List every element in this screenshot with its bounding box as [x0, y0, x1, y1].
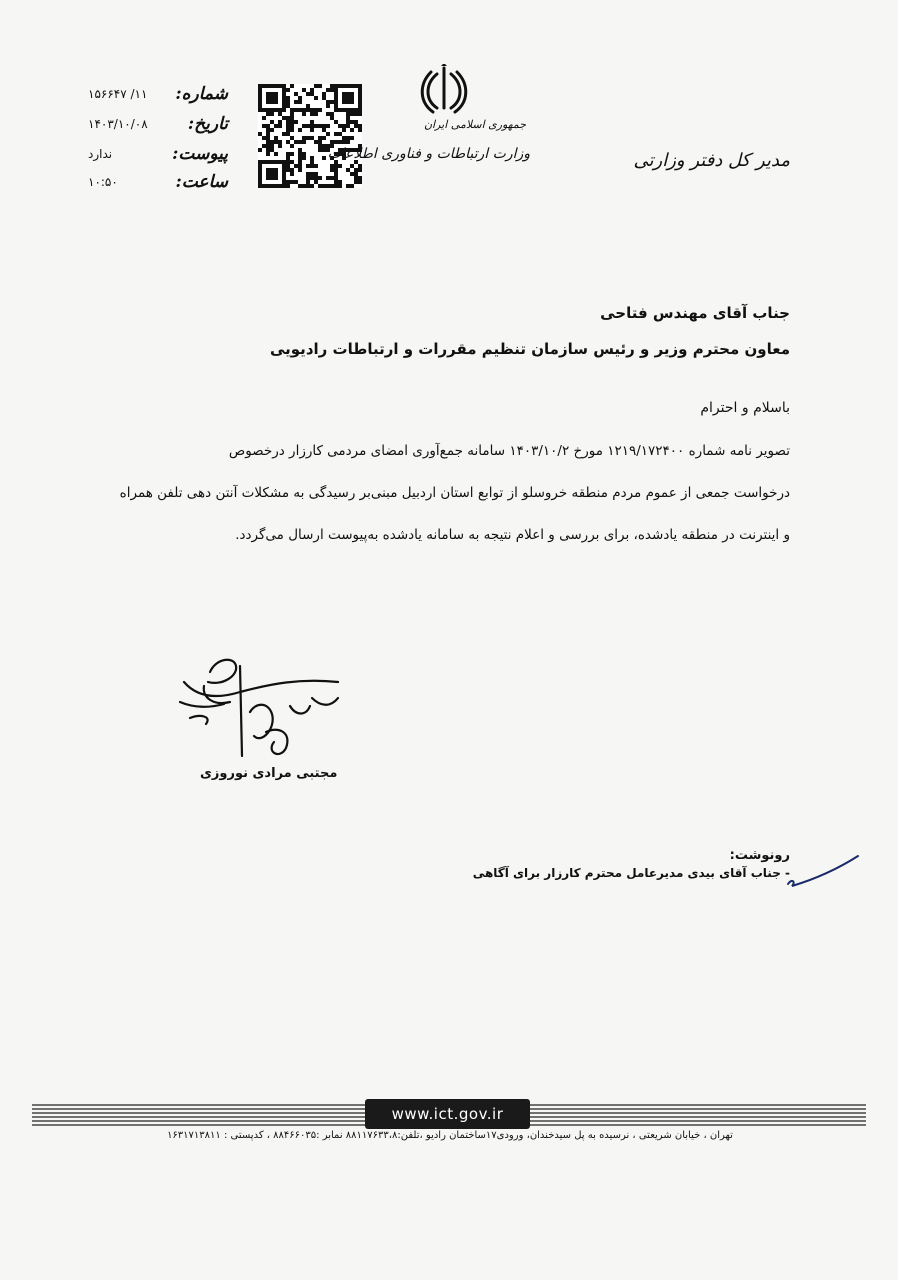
meta-attachment-label: پیوست:	[172, 144, 228, 164]
meta-attachment-value: ندارد	[88, 147, 113, 161]
iran-emblem-icon	[419, 64, 469, 116]
cc-item: - جناب آقای بیدی مدیرعامل محترم کارزار برای آگاهی	[472, 866, 790, 880]
meta-time	[88, 172, 228, 196]
meta-number-value: ۱۱/ ۱۵۶۶۴۷	[88, 87, 148, 101]
meta-date-value: ۱۴۰۳/۱۰/۰۸	[88, 117, 148, 131]
qr-code	[258, 84, 362, 188]
office-name: مدیر کل دفتر وزارتی	[633, 150, 790, 171]
meta-date-label: تاریخ:	[187, 114, 228, 134]
meta-time-value: ۱۰:۵۰	[88, 175, 118, 189]
body-line: تصویر نامه شماره ۱۲۱۹/۱۷۲۴۰۰ مورخ ۱۴۰۳/۱۰/۲ سامانه جمع‌آوری امضای مردمی کارزار درخصوص	[228, 443, 790, 459]
signature-image	[170, 652, 360, 764]
cc-title: رونوشت:	[729, 848, 790, 863]
cc-initial-mark	[782, 852, 862, 890]
meta-attachment	[88, 144, 228, 168]
recipient-name: جناب آقای مهندس فتاحی	[600, 304, 790, 322]
body-line: و اینترنت در منطقه یادشده، برای بررسی و اعلام نتیجه به سامانه یادشده به‌پیوست ارسال می‌گردد.	[235, 527, 790, 543]
footer-address: تهران ، خیابان شریعتی ، نرسیده به پل سیدخندان، ورودی۱۷ساختمان رادیو ،تلفن:۸۸۱۱۷۶۳۳،۸ نمابر :۸۸۴۶۶۰۳۵ ، کدپستی : ۱۶۳۱۷۱۳۸۱۱	[167, 1130, 733, 1141]
greeting: باسلام و احترام	[700, 400, 790, 416]
website-url[interactable]: www.ict.gov.ir	[365, 1099, 530, 1129]
ministry-header	[327, 64, 530, 184]
meta-date	[88, 114, 228, 138]
meta-number	[88, 84, 228, 108]
republic-name: جمهوری اسلامی ایران	[423, 118, 526, 131]
meta-number-label: شماره:	[175, 84, 228, 104]
meta-time-label: ساعت:	[175, 172, 228, 192]
ministry-name: وزارت ارتباطات و فناوری اطلاعات	[327, 146, 530, 162]
signatory-name: مجتبی مرادی نوروزی	[200, 766, 338, 781]
body-line: درخواست جمعی از عموم مردم منطقه خروسلو از توابع استان اردبیل مبنی‌بر رسیدگی به مشکلات آنتن دهی تلفن همراه	[119, 485, 790, 501]
recipient-title: معاون محترم وزیر و رئیس سازمان تنظیم مقررات و ارتباطات رادیویی	[269, 340, 790, 358]
